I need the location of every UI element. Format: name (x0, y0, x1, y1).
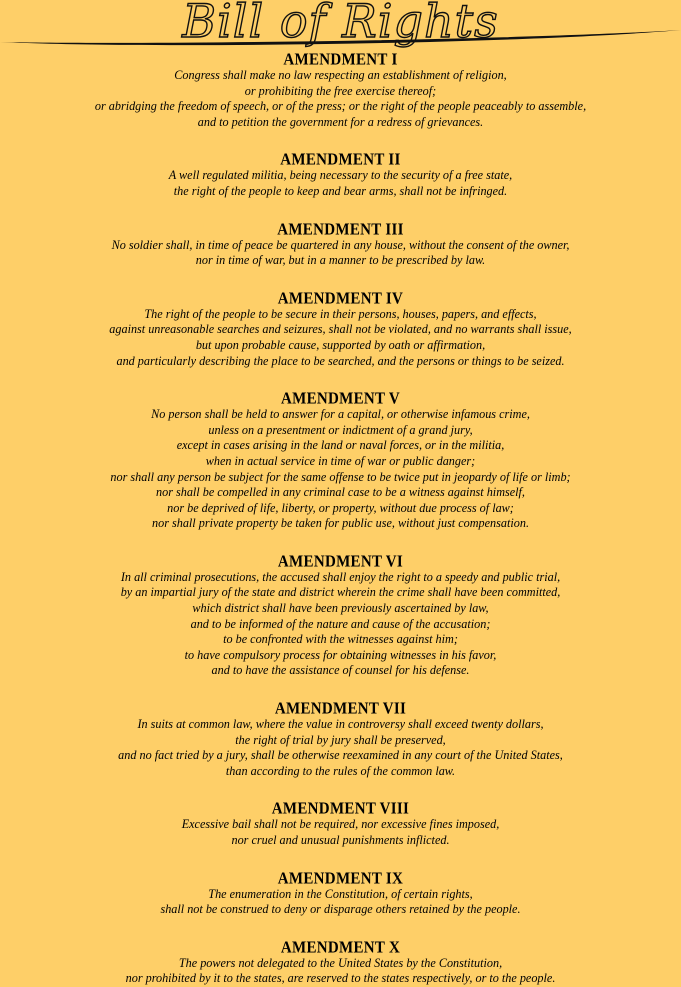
amendment-heading: AMENDMENT VI (277, 552, 404, 571)
amendment-heading: AMENDMENT IV (277, 289, 404, 308)
amendment-heading: AMENDMENT V (280, 390, 400, 409)
amendment-text-line: by an impartial jury of the state and district wherein the crime shall have been committed, (120, 585, 561, 600)
amendment-1 (0, 52, 681, 130)
amendment-heading: AMENDMENT VIII (271, 800, 410, 819)
amendment-text-line: but upon probable cause, supported by oath or affirmation, (195, 337, 486, 352)
amendment-text-line: and to have the assistance of counsel for his defense. (211, 663, 470, 678)
amendment-text-line: and to petition the government for a redress of grievances. (197, 114, 484, 129)
amendment-heading: AMENDMENT II (280, 151, 401, 170)
amendment-text-line: than according to the rules of the common law. (225, 763, 456, 778)
amendment-text-line: or abridging the freedom of speech, or of the press; or the right of the people peaceably to assemble, (94, 99, 587, 114)
amendment-text-line: nor cruel and unusual punishments inflicted. (231, 833, 450, 847)
amendment-text-line: the right of trial by jury shall be preserved, (235, 732, 446, 747)
amendment-text-line: No person shall be held to answer for a capital, or otherwise infamous crime, (151, 407, 530, 422)
amendment-10 (0, 940, 681, 987)
amendment-text-line: except in cases arising in the land or naval forces, or in the militia, (176, 438, 505, 453)
amendment-8 (0, 801, 681, 848)
amendment-text-line: and particularly describing the place to be searched, and the persons or things to be seized. (116, 353, 565, 368)
amendment-text-line: which district shall have been previously ascertained by law, (192, 601, 489, 616)
amendment-text-line: shall not be construed to deny or disparage others retained by the people. (160, 902, 521, 917)
amendment-text-line: and to be informed of the nature and cause of the accusation; (190, 616, 491, 631)
amendment-text-line: The right of the people to be secure in their persons, houses, papers, and effects, (144, 306, 537, 321)
amendment-text-line: the right of the people to keep and bear arms, shall not be infringed. (173, 183, 508, 198)
amendments-list (0, 52, 681, 987)
amendment-text-line: or prohibiting the free exercise thereof; (244, 83, 437, 98)
amendment-3 (0, 222, 681, 269)
amendment-text-line: The enumeration in the Constitution, of certain rights, (208, 886, 473, 901)
amendment-heading: AMENDMENT X (280, 938, 401, 957)
amendment-text-line: Congress shall make no law respecting an establishment of religion, (174, 68, 507, 82)
amendment-text-line: No soldier shall, in time of peace be quartered in any house, without the consent of the owner, (111, 237, 570, 252)
amendment-6 (0, 554, 681, 679)
amendment-5 (0, 391, 681, 532)
amendment-text-line: to have compulsory process for obtaining witnesses in his favor, (184, 647, 497, 662)
amendment-text-line: The powers not delegated to the United States by the Constitution, (178, 955, 503, 970)
amendment-2 (0, 152, 681, 199)
amendment-text-line: nor shall private property be taken for public use, without just compensation. (152, 516, 529, 531)
amendment-text-line: In all criminal prosecutions, the accused shall enjoy the right to a speedy and public trial, (120, 569, 561, 584)
title-banner (0, 0, 681, 52)
amendment-heading: AMENDMENT I (283, 51, 398, 69)
amendment-text-line: when in actual service in time of war or public danger; (205, 453, 476, 468)
amendment-text-line: unless on a presentment or indictment of a grand jury, (208, 422, 473, 437)
amendment-text-line: nor prohibited by it to the states, are reserved to the states respectively, or to the people. (125, 971, 556, 986)
amendment-heading: AMENDMENT IX (277, 869, 404, 888)
amendment-text-line: nor shall be compelled in any criminal case to be a witness against himself, (156, 485, 525, 500)
amendment-text-line: A well regulated militia, being necessary to the security of a free state, (168, 168, 513, 183)
amendment-7 (0, 701, 681, 779)
amendment-text-line: against unreasonable searches and seizures, shall not be violated, and no warrants shall issue, (109, 322, 572, 337)
amendment-text-line: to be confronted with the witnesses against him; (223, 632, 458, 647)
amendment-heading: AMENDMENT III (277, 220, 404, 239)
amendment-text-line: Excessive bail shall not be required, nor excessive fines imposed, (181, 817, 500, 832)
amendment-text-line: nor in time of war, but in a manner to be prescribed by law. (195, 253, 486, 268)
amendment-text-line: In suits at common law, where the value in controversy shall exceed twenty dollars, (137, 717, 544, 732)
amendment-4 (0, 291, 681, 369)
amendment-text-line: nor be deprived of life, liberty, or property, without due process of law; (167, 500, 514, 515)
amendment-text-line: and no fact tried by a jury, shall be otherwise reexamined in any court of the United States, (118, 748, 563, 763)
amendment-heading: AMENDMENT VII (274, 700, 407, 718)
amendment-9 (0, 871, 681, 918)
amendment-text-line: nor shall any person be subject for the same offense to be twice put in jeopardy of life or limb; (110, 469, 571, 484)
page-title: Bill of Rights (182, 0, 499, 48)
